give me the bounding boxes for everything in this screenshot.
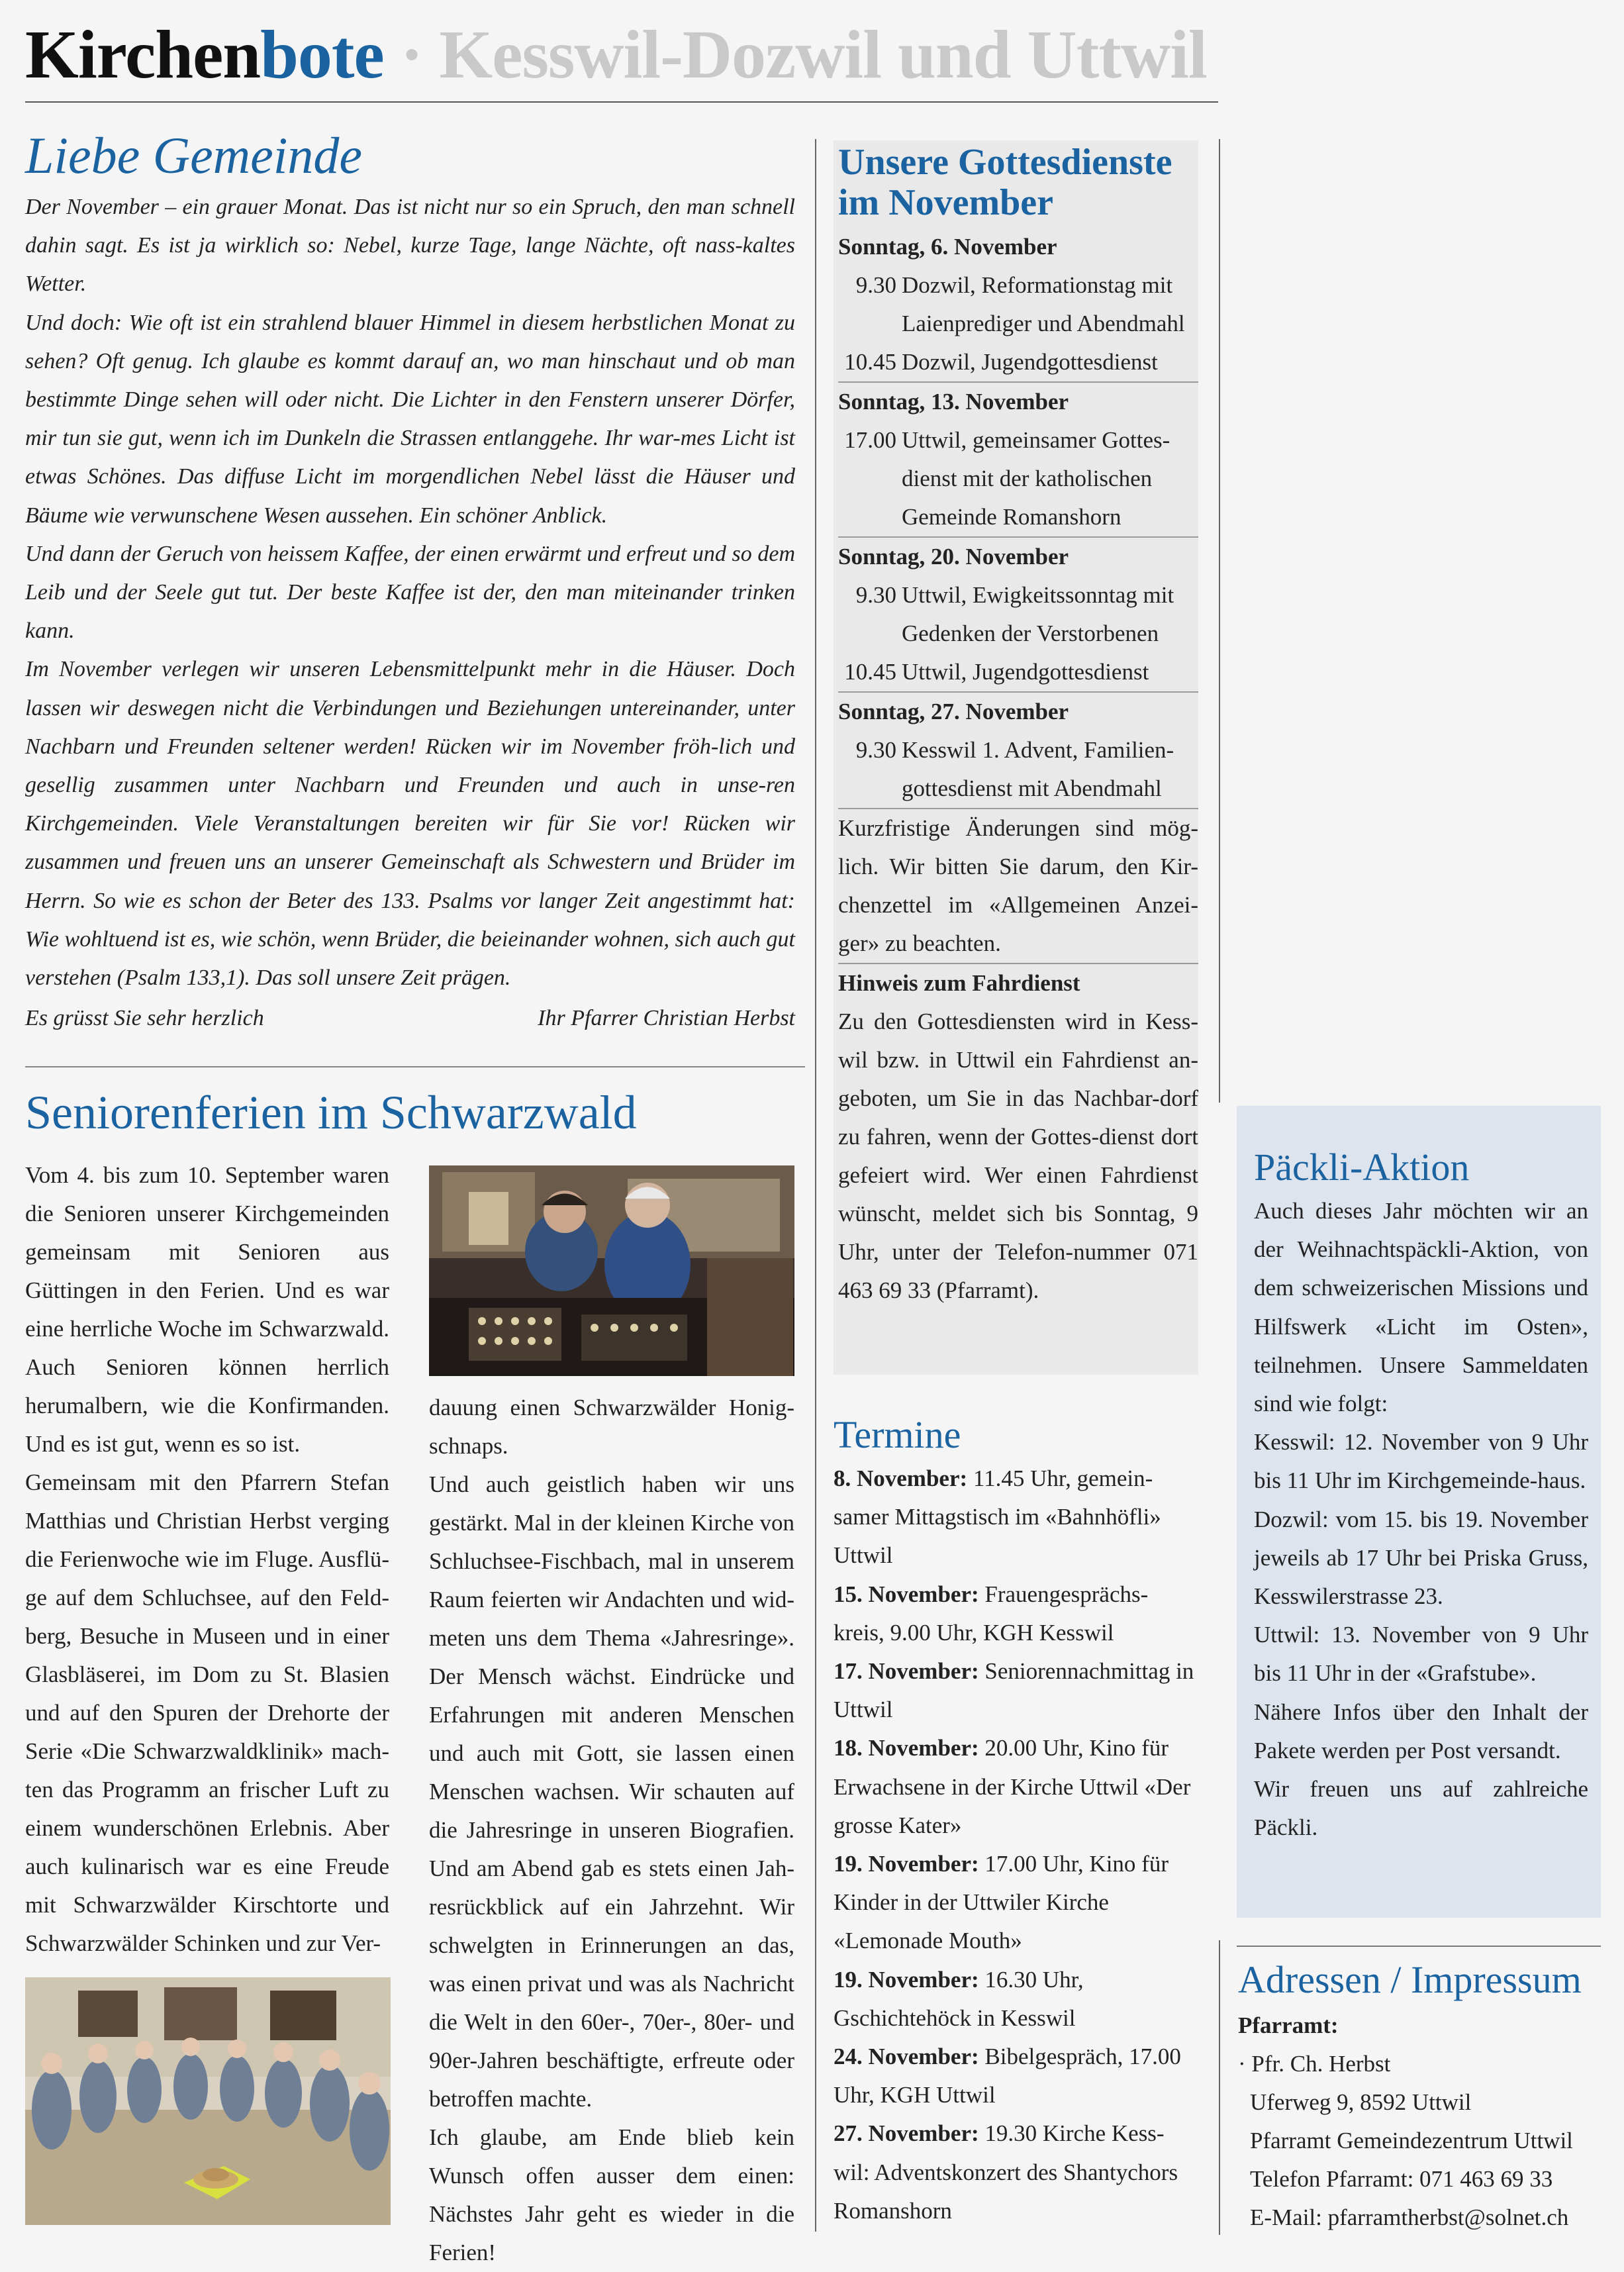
lg-paragraph: Und doch: Wie oft ist ein strahlend blauer Himmel in diesem herbstlichen Monat zu sehen? Oft genug. Ich glaube es kommt darauf an, wo man hinschaut und ob man bestimmte Dinge sehen will oder nicht. Die Lichter in den Fenstern unserer Dörfer, mir tun sie gut, wenn ich im Dunkeln die Strassen entlanggehe. Ihr war-mes Licht ist etwas Schönes. Das diffuse Licht im morgendlichen Nebel lässt die Häuser und Bäume wie verwunschene Wesen aussehen. Ein schöner Anblick. — [25, 310, 795, 528]
address-line: Telefon Pfarramt: 071 463 69 33 — [1250, 2166, 1553, 2192]
sf-paragraph: Und auch geistlich haben wir uns gestärkt. Mal in der kleinen Kirche von Schluchsee-Fischbach, mal in unserem Raum feierten wir Andachten und wid-meten uns dem Thema «Jahresringe». Der Mensch wächst. Eindrücke und Erfahrungen mit anderen Menschen und auch mit Gott, sie lassen einen Menschen wachsen. Wir schauten auf die Jahresringe in unseren Biografien. Und am Abend gab es stets einen Jah-resrückblick auf ein Jahrzehnt. Wir schwelgten in Erinnerungen an das, was einen privat und was als Nachricht die Welt in den 60er-, 70er-, 80er- und 90er-Jahren beschäftigte, erfreute oder betroffen machte. — [429, 1471, 794, 2112]
termin-date: 17. November: — [834, 1658, 979, 1685]
termin-date: 24. November: — [834, 2044, 979, 2070]
service-item — [838, 266, 1198, 343]
service-text: Kesswil 1. Advent, Familien-gottesdienst mit Abendmahl — [902, 737, 1174, 801]
pfarramt-label: Pfarramt: — [1238, 2012, 1339, 2038]
liebe-gemeinde-title: Liebe Gemeinde — [25, 126, 362, 184]
service-time: 9.30 — [855, 272, 896, 298]
termin-text: Seniorennachmittag in Uttwil — [834, 1658, 1194, 1723]
service-time: 10.45 — [844, 349, 896, 375]
service-time: 10.45 — [844, 659, 896, 685]
masthead-kirchen: Kirchen — [25, 17, 261, 93]
service-item — [838, 731, 1198, 808]
lg-greeting: Es grüsst Sie sehr herzlich — [25, 1006, 264, 1030]
seniorenferien-title: Seniorenferien im Schwarzwald — [25, 1086, 637, 1139]
paeckli-paragraph: Nähere Infos über den Inhalt der Pakete werden per Post versandt. — [1254, 1699, 1588, 1763]
termin-item — [834, 1729, 1198, 1845]
address-line: Uferweg 9, 8592 Uttwil — [1250, 2089, 1472, 2115]
lg-paragraph: Und dann der Geruch von heissem Kaffee, der einen erwärmt und erfreut und so dem Leib und der Seele gut tut. Der beste Kaffee ist der, den man miteinander trinken kann. — [25, 541, 795, 644]
paeckli-paragraph: Kesswil: 12. November von 9 Uhr bis 11 Uhr im Kirchgemeinde-haus. — [1254, 1429, 1588, 1494]
gottesdienste-title-line: Unsere Gottesdienste — [838, 142, 1172, 183]
liebe-gemeinde-body — [25, 188, 795, 997]
section-divider — [25, 1066, 805, 1067]
adressen-title: Adressen / Impressum — [1238, 1958, 1582, 2001]
gottesdienste-title — [838, 142, 1172, 223]
gottesdienste-title-line: im November — [838, 182, 1054, 223]
column-rule — [1219, 139, 1220, 1103]
termin-text: 11.45 Uhr, gemein-samer Mittagstisch im «Bahnhöfli» Uttwil — [834, 1465, 1161, 1569]
service-day-title: Sonntag, 20. November — [838, 544, 1069, 569]
termin-item — [834, 1459, 1198, 1575]
termin-item — [834, 1845, 1198, 1961]
service-text: Uttwil, Jugendgottesdienst — [902, 659, 1149, 685]
termin-item — [834, 1575, 1198, 1652]
service-time: 9.30 — [855, 582, 896, 608]
lg-signature: Ihr Pfarrer Christian Herbst — [538, 1006, 795, 1030]
masthead-region: · Kesswil-Dozwil und Uttwil — [383, 17, 1207, 93]
termin-text: 17.00 Uhr, Kino für Kinder in der Uttwiler Kirche «Lemonade Mouth» — [834, 1851, 1169, 1954]
service-text: Dozwil, Jugendgottesdienst — [902, 349, 1158, 375]
service-day-title: Sonntag, 27. November — [838, 699, 1069, 724]
termin-item — [834, 2038, 1198, 2114]
fahrdienst-title: Hinweis zum Fahrdienst — [838, 970, 1080, 996]
masthead — [25, 19, 1217, 91]
service-item — [838, 421, 1198, 536]
email-link[interactable]: E-Mail: pfarramtherbst@solnet.ch — [1250, 2204, 1569, 2230]
termin-date: 27. November: — [834, 2120, 979, 2147]
seniorenferien-column-2 — [429, 1389, 794, 2272]
termin-date: 8. November: — [834, 1465, 968, 1491]
paeckli-paragraph: Auch dieses Jahr möchten wir an der Weihnachtspäckli-Aktion, von dem schweizerischen Missions und Hilfswerk «Licht im Osten», teilnehmen. Unsere Sammeldaten sind wie folgt: — [1254, 1198, 1588, 1417]
termin-item — [834, 1652, 1198, 1729]
sf-paragraph: dauung einen Schwarzwälder Honig-schnaps. — [429, 1395, 794, 1459]
termine-list — [834, 1459, 1198, 2230]
service-day-title: Sonntag, 6. November — [838, 234, 1057, 260]
column-rule — [1219, 1940, 1220, 2235]
sf-paragraph: Vom 4. bis zum 10. September waren die Senioren unserer Kirchgemeinden gemeinsam mit Senioren aus Güttingen in den Ferien. Und es war eine herrliche Woche im Schwarzwald. Auch Senioren können herrlich herumalbern, wie die Konfirmanden. Und es ist gut, wenn es so ist. — [25, 1162, 389, 1457]
service-day — [838, 383, 1198, 538]
masthead-rule — [25, 101, 1218, 103]
address-line: · Pfr. Ch. Herbst — [1238, 2051, 1391, 2077]
service-item — [838, 343, 1198, 381]
paeckli-paragraph: Dozwil: vom 15. bis 19. November jeweils ab 17 Uhr bei Priska Gruss, Kesswilerstrasse 23. — [1254, 1506, 1588, 1610]
section-divider — [1237, 1946, 1601, 1947]
termin-text: 19.30 Kirche Kess-wil: Adventskonzert des Shantychors Romanshorn — [834, 2120, 1178, 2224]
service-day — [838, 693, 1198, 809]
lg-paragraph: Der November – ein grauer Monat. Das ist nicht nur so ein Spruch, den man schnell dahin sagt. Es ist ja wirklich so: Nebel, kurze Tage, lange Nächte, oft nass-kaltes Wetter. — [25, 195, 795, 297]
service-day-title: Sonntag, 13. November — [838, 389, 1069, 415]
termin-text: 16.30 Uhr, Gschichtehöck in Kesswil — [834, 1966, 1084, 2031]
termin-date: 19. November: — [834, 1966, 979, 1993]
paeckli-paragraph: Wir freuen uns auf zahlreiche Päckli. — [1254, 1776, 1588, 1841]
service-item — [838, 576, 1198, 653]
paeckli-body — [1254, 1192, 1588, 1847]
termin-text: Frauengesprächs-kreis, 9.00 Uhr, KGH Kesswil — [834, 1581, 1149, 1646]
adressen-body — [1238, 2006, 1602, 2237]
seniorenferien-column-1 — [25, 1156, 389, 1963]
service-item — [838, 653, 1198, 691]
termin-text: Bibelgespräch, 17.00 Uhr, KGH Uttwil — [834, 2044, 1181, 2108]
gottesdienste-list — [838, 228, 1198, 1310]
termine-title: Termine — [834, 1413, 961, 1456]
service-time: 17.00 — [844, 427, 896, 453]
paeckli-paragraph: Uttwil: 13. November von 9 Uhr bis 11 Uhr in der «Grafstube». — [1254, 1622, 1588, 1687]
masthead-bote: bote — [260, 17, 384, 93]
service-note: Kurzfristige Änderungen sind mög-lich. Wir bitten Sie darum, den Kir-chenzettel im «Allgemeinen Anzei-ger» zu beachten. — [838, 809, 1198, 964]
termin-date: 18. November: — [834, 1735, 979, 1761]
fahrdienst-text: Zu den Gottesdiensten wird in Kess-wil bzw. in Uttwil ein Fahrdienst an-geboten, um Sie in das Nachbar-dorf zu fahren, wenn der Gottes-dienst dort gefeiert wird. Wer einen Fahrdienst wünscht, meldet sich bis Sonntag, 9 Uhr, unter der Telefon-nummer 071 463 69 33 (Pfarramt). — [838, 1009, 1198, 1303]
photo-shop-visit — [429, 1165, 794, 1376]
termin-date: 19. November: — [834, 1851, 979, 1877]
column-rule — [815, 139, 816, 2232]
termin-item — [834, 2114, 1198, 2230]
sf-paragraph: Ich glaube, am Ende blieb kein Wunsch offen ausser dem einen: Nächstes Jahr geht es wieder in die Ferien! — [429, 2124, 794, 2265]
termin-date: 15. November: — [834, 1581, 979, 1607]
paeckli-title: Päckli-Aktion — [1254, 1146, 1470, 1189]
service-text: Uttwil, gemeinsamer Gottes-dienst mit der katholischen Gemeinde Romanshorn — [902, 427, 1170, 530]
termin-text: 20.00 Uhr, Kino für Erwachsene in der Kirche Uttwil «Der grosse Kater» — [834, 1735, 1191, 1838]
liebe-gemeinde-signature-line — [25, 999, 795, 1038]
service-day — [838, 538, 1198, 693]
termin-item — [834, 1961, 1198, 2038]
service-text: Dozwil, Reformationstag mit Laienprediger und Abendmahl — [902, 272, 1185, 336]
service-day — [838, 228, 1198, 383]
service-text: Uttwil, Ewigkeitssonntag mit Gedenken der Verstorbenen — [902, 582, 1174, 646]
address-line: Pfarramt Gemeindezentrum Uttwil — [1250, 2128, 1573, 2153]
photo-seniors-circle — [25, 1977, 391, 2225]
sf-paragraph: Gemeinsam mit den Pfarrern Stefan Matthias und Christian Herbst verging die Ferienwoche wie im Fluge. Ausflü-ge auf dem Schluchsee, auf den Feld-berg, Besuche in Museen und in einer Glasbläserei, im Dom zu St. Blasien und auf den Spuren der Drehorte der Serie «Die Schwarzwaldklinik» mach-ten das Programm an frischer Luft zu einem wunderschönen Erlebnis. Aber auch kulinarisch war es eine Freude mit Schwarzwälder Kirschtorte und Schwarzwälder Schinken und zur Ver- — [25, 1469, 389, 1956]
lg-paragraph: Im November verlegen wir unseren Lebensmittelpunkt mehr in die Häuser. Doch lassen wir deswegen nicht die Verbindungen und Beziehungen untereinander, unter Nachbarn und Freunden seltener werden! Rücken wir im November fröh-lich und gesellig zusammen unter Nachbarn und Freunden und auch in unse-ren Kirchgemeinden. Viele Veranstaltungen bereiten wir für Sie vor! Rücken wir zusammen und freuen uns an unserer Gemeinschaft als Schwestern und Brüder im Herrn. So wie es schon der Beter des 133. Psalms vor langer Zeit angestimmt hat: Wie wohltuend ist es, wie schön, wenn Brüder, die beieinander wohnen, sich auch gut verstehen (Psalm 133,1). Das soll unsere Zeit prägen. — [25, 657, 795, 991]
service-time: 9.30 — [855, 737, 896, 763]
